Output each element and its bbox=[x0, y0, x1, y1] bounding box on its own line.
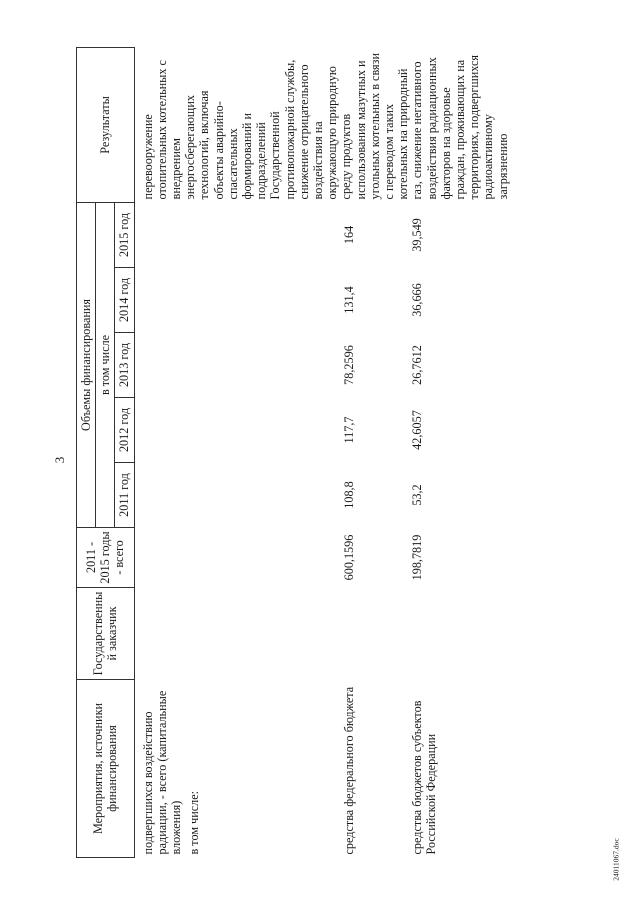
funding-table bbox=[76, 47, 511, 858]
header-year-2014: 2014 год bbox=[115, 268, 134, 333]
row-label: средства федерального бюджета bbox=[341, 686, 356, 855]
funding-table-page bbox=[76, 48, 564, 858]
page-number: 3 bbox=[52, 456, 67, 464]
header-funding: Объемы финансирования bbox=[77, 202, 96, 527]
row-label bbox=[134, 680, 334, 858]
header-year-2012: 2012 год bbox=[115, 398, 134, 463]
total-cell: 600,1596 bbox=[341, 534, 356, 581]
table-body bbox=[134, 47, 511, 857]
header-year-2013: 2013 год bbox=[115, 333, 134, 398]
header-results: Результаты bbox=[77, 47, 135, 202]
results-cell: перевооружение отопительных котельных с внедрением энергосберегающих технологий, включая объекты аварийно-спасательных формирований и подразделений Государственной противопожарной службы, снижение отрицательного воздействия на окружающую природную среду продуктов использования мазутных и угольных котельных в связи с переводом таких котельных на природный газ, снижение негативного воздействия радиационных факторов на здоровье граждан, проживающих на территориях, подвергшихся радиоактивному загрязнению bbox=[140, 53, 510, 200]
value-cell-2015: 39,549 bbox=[409, 218, 424, 252]
value-cell-2013: 78,2596 bbox=[341, 345, 356, 385]
header-year-2015: 2015 год bbox=[115, 202, 134, 267]
value-cell-2015 bbox=[134, 202, 334, 267]
value-cell-2013: 26,7612 bbox=[409, 345, 424, 385]
total-cell bbox=[134, 528, 334, 588]
value-cell-2011: 53,2 bbox=[409, 484, 424, 506]
value-cell-2014: 131,4 bbox=[341, 286, 356, 314]
value-cell-2013 bbox=[134, 333, 334, 398]
value-cell-2014: 36,666 bbox=[409, 283, 424, 317]
row-sublabel-text: в том числе: bbox=[187, 790, 202, 855]
header-total: 2011 - 2015 годы - всего bbox=[77, 528, 135, 588]
header-customer: Государственный заказчик bbox=[77, 588, 135, 680]
customer-cell bbox=[402, 588, 511, 680]
table-header bbox=[77, 47, 135, 857]
value-cell-2012 bbox=[134, 398, 334, 463]
total-cell: 198,7819 bbox=[409, 534, 424, 581]
customer-cell bbox=[334, 588, 402, 680]
value-cell-2015: 164 bbox=[341, 225, 356, 245]
row-label: средства бюджетов субъектов Российской Федерации bbox=[409, 700, 438, 855]
value-cell-2012: 117,7 bbox=[341, 416, 356, 444]
header-measures: Мероприятия, источники финансирования bbox=[77, 680, 135, 858]
row-label-text: подвергшихся воздействию радиации, - всего (капитальные вложения) bbox=[140, 690, 184, 855]
header-including: в том числе bbox=[96, 202, 115, 527]
value-cell-2011: 108,8 bbox=[341, 481, 356, 509]
customer-cell bbox=[134, 588, 334, 680]
value-cell-2011 bbox=[134, 463, 334, 528]
value-cell-2014 bbox=[134, 268, 334, 333]
header-year-2011: 2011 год bbox=[115, 463, 134, 528]
value-cell-2012: 42,6057 bbox=[409, 410, 424, 450]
file-reference: 24011067.doc bbox=[611, 838, 621, 881]
